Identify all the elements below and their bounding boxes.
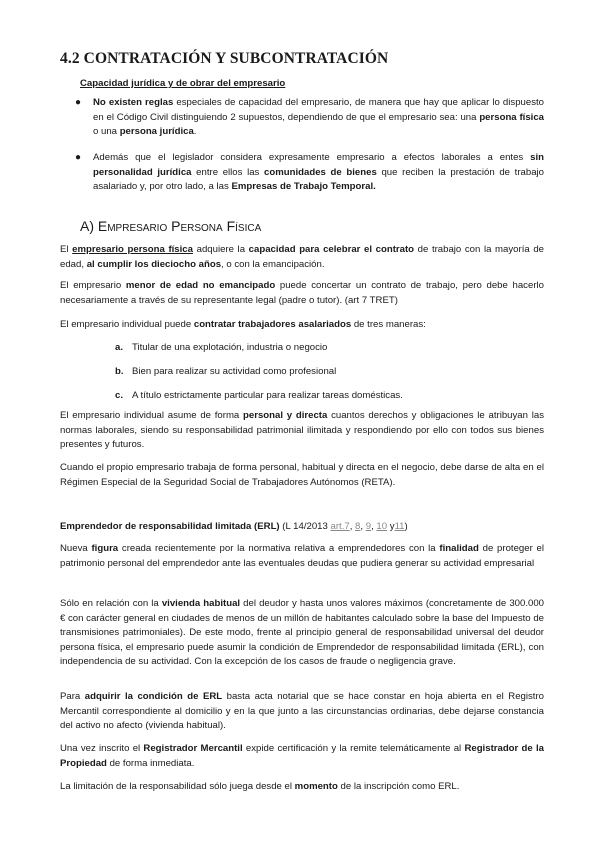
paragraph: La limitación de la responsabilidad sólo juega desde el momento de la inscripción como ERL. <box>60 781 460 792</box>
ways-list <box>115 341 403 413</box>
link-art-8[interactable]: 8 <box>355 521 361 532</box>
paragraph: El empresario individual asume de forma personal y directa cuantos derechos y obligaciones le atribuyan las normas laborales, siendo su responsabilidad patrimonial ilimitada y respondiendo por ello con todos sus bienes presentes y futuros. <box>60 410 544 451</box>
paragraph: El empresario menor de edad no emancipado puede concertar un contrato de trabajo, pero debe hacerlo necesariamente a través de su representante legal (padre o tutor). (art 7 TRET) <box>60 280 544 306</box>
erl-heading: Emprendedor de responsabilidad limitada (ERL) (L 14/2013 art.7, 8, 9, 10 y11) <box>60 521 408 532</box>
section-title: 4.2 CONTRATACIÓN Y SUBCONTRATACIÓN <box>60 50 389 67</box>
bullet-item: ● No existen reglas especiales de capacidad del empresario, de manera que hay que aplicar lo dispuesto en el Código Civil distinguiendo 2 supuestos, dependiendo de que el empresario sea: una persona física o una persona jurídica. <box>75 97 544 138</box>
bullet-dot-icon: ● <box>75 152 82 163</box>
list-item: a. Titular de una explotación, industria o negocio <box>115 342 328 353</box>
list-item: c. A título estrictamente particular para realizar tareas domésticas. <box>115 390 403 401</box>
paragraph: El empresario individual puede contratar trabajadores asalariados de tres maneras: <box>60 319 426 330</box>
paragraph: Sólo en relación con la vivienda habitual del deudor y hasta unos valores máximos (concretamente de 300.000 € con carácter general en ciudades de menos de un millón de habitantes calculado sobre la base del Impuesto de transmisiones patrimoniales). De este modo, frente al principio general de responsabilidad universal del deudor persona física, el empresario puede asumir la condición de Emprendedor de responsabilidad limitada (ERL), con independencia de su actividad. Con la excepción de los casos de fraude o negligencia grave. <box>60 598 544 668</box>
bullet-list <box>60 96 544 140</box>
paragraph: Una vez inscrito el Registrador Mercantil expide certificación y la remite telemáticamente al Registrador de la Propiedad de forma inmediata. <box>60 743 544 769</box>
link-art-9[interactable]: 9 <box>365 521 372 532</box>
paragraph: Cuando el propio empresario trabaja de forma personal, habitual y directa en el negocio, debe darse de alta en el Régimen Especial de la Seguridad Social de Trabajadores Autónomos (RETA). <box>60 462 544 488</box>
paragraph: Para adquirir la condición de ERL basta acta notarial que se hace constar en hoja abierta en el Registro Mercantil correspondiente al domicilio y en la que junto a las circunstancias ordinarias, debe dejarse constancia del activo no afecto (vivienda habitual). <box>60 691 544 732</box>
subheading-capacidad: Capacidad jurídica y de obrar del empresario <box>80 78 286 89</box>
paragraph: El empresario persona física adquiere la capacidad para celebrar el contrato de trabajo con la mayoría de edad, al cumplir los dieciocho años, o con la emancipación. <box>60 244 545 270</box>
link-art-7[interactable]: art.7 <box>330 521 350 532</box>
list-item: b. Bien para realizar su actividad como profesional <box>115 366 337 377</box>
section-a-heading: A) Empresario Persona Física <box>80 218 262 234</box>
bullet-list <box>60 151 544 195</box>
bullet-dot-icon: ● <box>75 97 82 108</box>
link-art-10[interactable]: 10 <box>376 521 388 532</box>
paragraph: Nueva figura creada recientemente por la normativa relativa a emprendedores con la finalidad de proteger el patrimonio personal del emprendedor ante las eventuales deudas que pudiera generar su actividad empresarial <box>60 543 544 569</box>
bullet-item: ● Además que el legislador considera expresamente empresario a efectos laborales a entes sin personalidad jurídica entre ellos las comunidades de bienes que reciben la prestación de trabajo asalariado y, por otro lado, a las Empresas de Trabajo Temporal. <box>75 152 544 193</box>
link-art-11[interactable]: 11 <box>394 521 405 532</box>
